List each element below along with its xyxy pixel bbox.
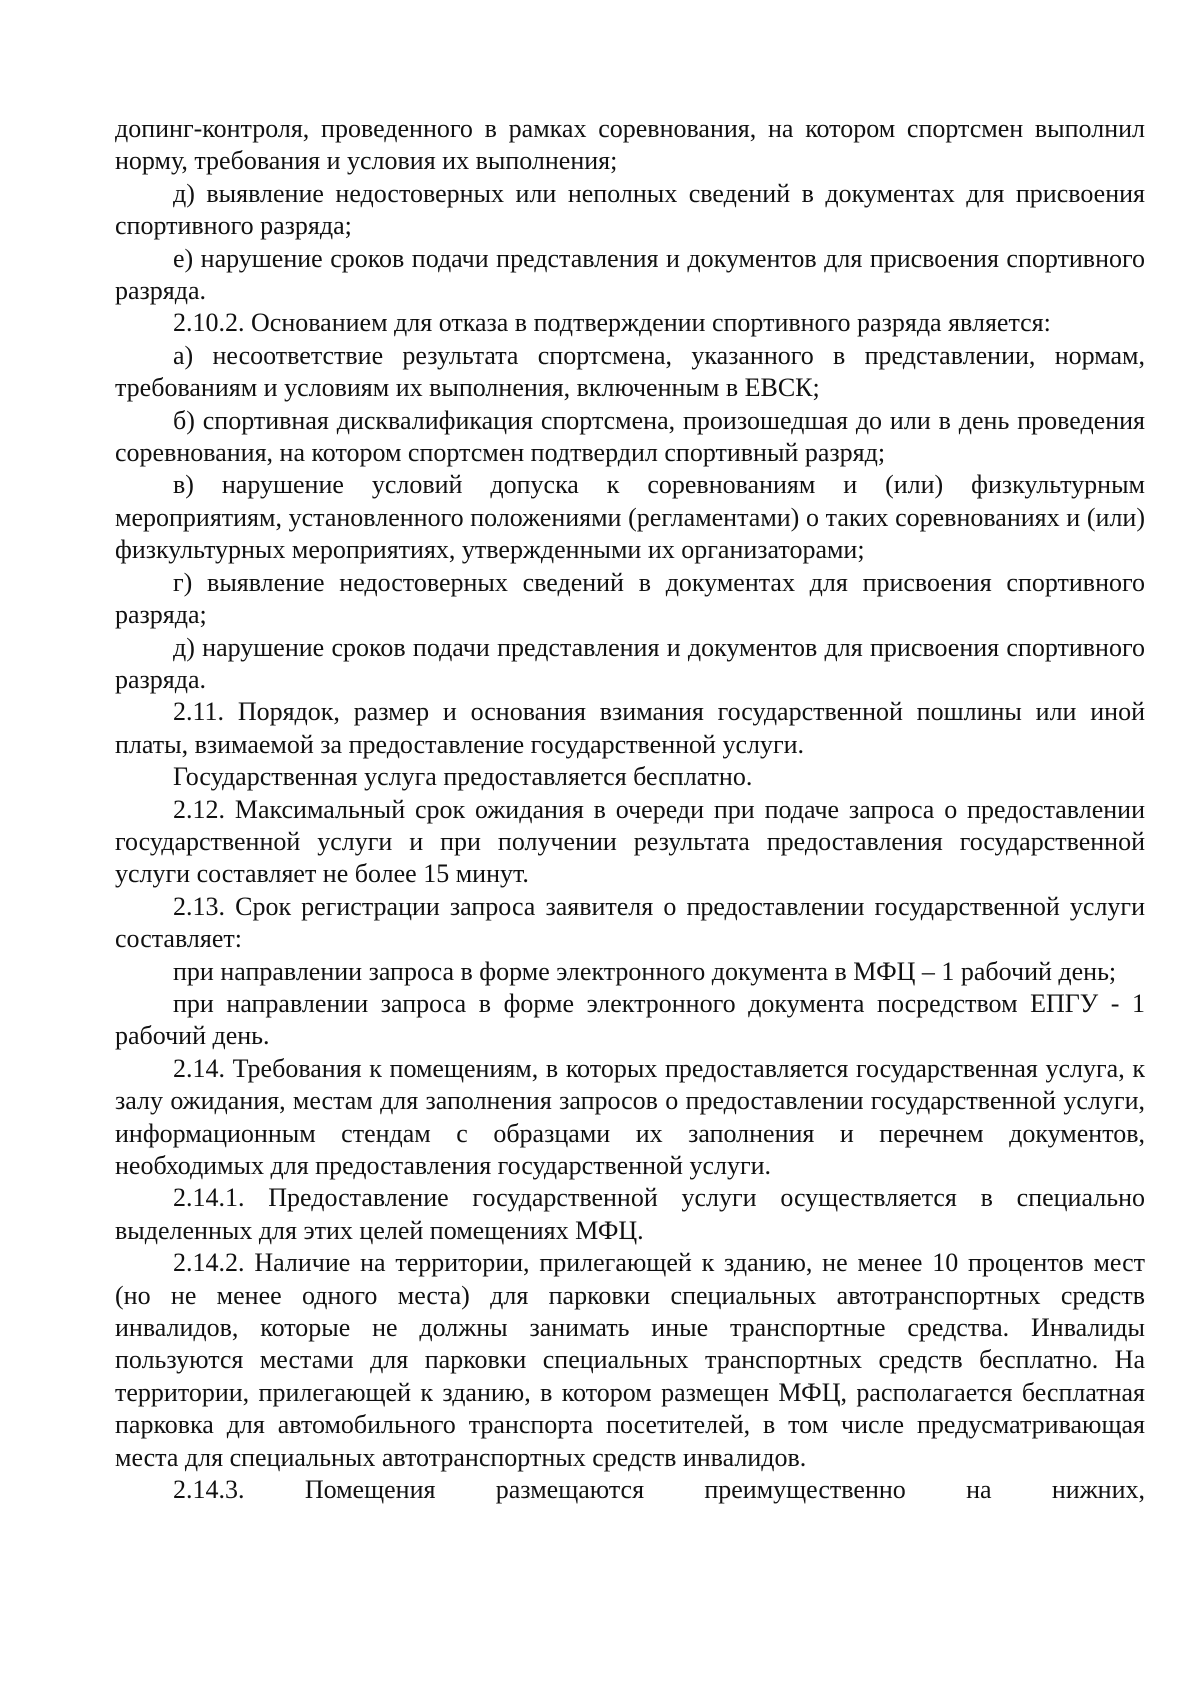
paragraph-item-d-false-info: д) выявление недостоверных или неполных сведений в документах для присвоения спортивного разряда; <box>115 178 1145 241</box>
paragraph-item-v-admission-violation: в) нарушение условий допуска к соревнованиям и (или) физкультурным мероприятиям, установленного положениями (регламентами) о таких соревнованиях и (или) физкультурных мероприятиях, утвержденными их организаторами; <box>115 470 1145 565</box>
paragraph-epgu-registration: при направлении запроса в форме электронного документа посредством ЕПГУ - 1 рабочий день. <box>115 988 1145 1051</box>
paragraph-item-b-disqualification: б) спортивная дисквалификация спортсмена, произошедшая до или в день проведения соревнования, на котором спортсмен подтвердил спортивный разряд; <box>115 405 1145 468</box>
paragraph-2-14-1: 2.14.1. Предоставление государственной услуги осуществляется в специально выделенных для этих целей помещениях МФЦ. <box>115 1183 1145 1245</box>
paragraph-2-12: 2.12. Максимальный срок ожидания в очереди при подаче запроса о предоставлении государственной услуги и при получении результата предоставления государственной услуги составляет не более 15 минут. <box>115 794 1145 889</box>
paragraph-2-11: 2.11. Порядок, размер и основания взимания государственной пошлины или иной платы, взимаемой за предоставление государственной услуги. <box>115 697 1145 759</box>
document-body <box>115 113 1145 1506</box>
paragraph-item-a-mismatch: а) несоответствие результата спортсмена, указанного в представлении, нормам, требованиям и условиям их выполнения, включенным в ЕВСК; <box>115 340 1145 403</box>
paragraph-free-service: Государственная услуга предоставляется бесплатно. <box>173 762 753 792</box>
paragraph-2-14: 2.14. Требования к помещениям, в которых предоставляется государственная услуга, к залу ожидания, местам для заполнения запросов о предоставлении государственной услуги, информационным стендам с образцами их заполнения и перечнем документов, необходимых для предоставления государственной услуги. <box>115 1053 1145 1180</box>
paragraph-2-13: 2.13. Срок регистрации запроса заявителя о предоставлении государственной услуги составляет: <box>115 891 1145 954</box>
paragraph-2-10-2: 2.10.2. Основанием для отказа в подтверждении спортивного разряда является: <box>173 308 1051 338</box>
paragraph-mfc-registration: при направлении запроса в форме электронного документа в МФЦ – 1 рабочий день; <box>173 956 1117 986</box>
paragraph-doping-control-continuation: допинг-контроля, проведенного в рамках соревнования, на котором спортсмен выполнил норму, требования и условия их выполнения; <box>115 114 1145 176</box>
paragraph-item-e-deadline-violation: е) нарушение сроков подачи представления и документов для присвоения спортивного разряда. <box>115 243 1145 306</box>
paragraph-item-g-false-info: г) выявление недостоверных сведений в документах для присвоения спортивного разряда; <box>115 567 1145 630</box>
paragraph-item-d-deadline-violation: д) нарушение сроков подачи представления и документов для присвоения спортивного разряда. <box>115 632 1145 694</box>
paragraph-2-14-3: 2.14.3. Помещения размещаются преимущественно на нижних, <box>173 1475 1145 1505</box>
paragraph-2-14-2: 2.14.2. Наличие на территории, прилегающей к зданию, не менее 10 процентов мест (но не менее одного места) для парковки специальных автотранспортных средств инвалидов, которые не должны занимать иные транспортные средства. Инвалиды пользуются местами для парковки специальных транспортных средств бесплатно. На территории, прилегающей к зданию, в котором размещен МФЦ, располагается бесплатная парковка для автомобильного транспорта посетителей, в том числе предусматривающая места для специальных автотранспортных средств инвалидов. <box>115 1248 1145 1472</box>
